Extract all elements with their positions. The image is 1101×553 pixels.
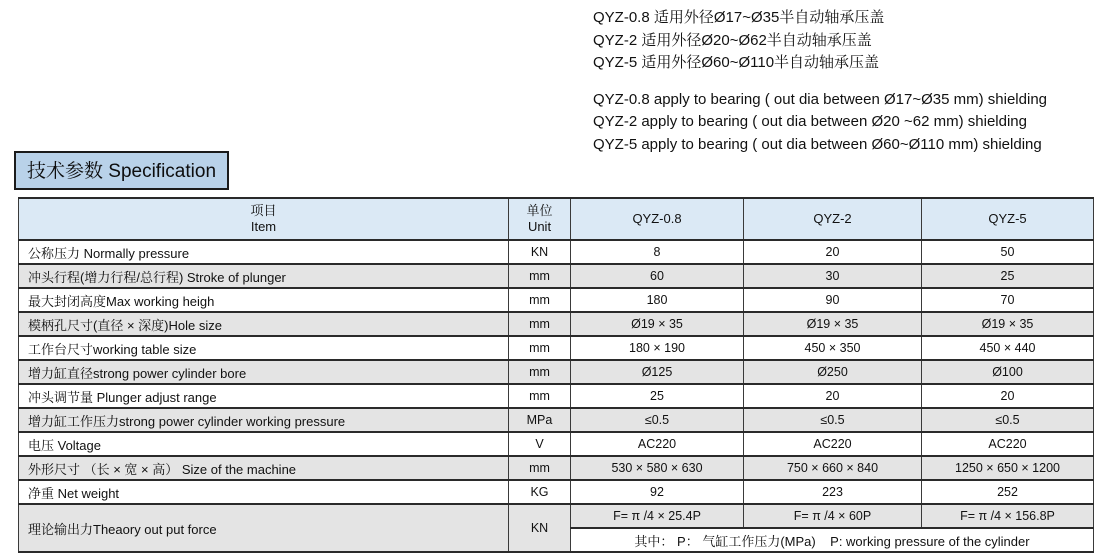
spec-item-cell: 增力缸直径strong power cylinder bore (19, 360, 509, 384)
table-row (19, 432, 1094, 456)
spec-value-cell: 92 (571, 480, 744, 504)
spec-item-cell: 增力缸工作压力strong power cylinder working pressure (19, 408, 509, 432)
spec-value-cell: F= π /4 × 25.4P (571, 504, 744, 528)
column-header-unit (509, 198, 571, 240)
column-header-unit-cn: 单位 (526, 203, 553, 218)
spec-item-cell: 理论输出力Theaory out put force (19, 504, 509, 552)
section-title: 技术参数 Specification (14, 151, 229, 190)
spec-value-cell: 223 (744, 480, 922, 504)
spec-item-cell: 公称压力 Normally pressure (19, 240, 509, 264)
table-row (19, 360, 1094, 384)
spec-value-cell: 252 (922, 480, 1094, 504)
spec-unit-cell: mm (509, 360, 571, 384)
table-row (19, 336, 1094, 360)
spec-value-cell: 450 × 440 (922, 336, 1094, 360)
spec-value-cell: F= π /4 × 156.8P (922, 504, 1094, 528)
spec-value-cell: 750 × 660 × 840 (744, 456, 922, 480)
product-intro (593, 7, 1047, 156)
spec-item-cell: 冲头调节量 Plunger adjust range (19, 384, 509, 408)
spec-item-cell: 冲头行程(增力行程/总行程) Stroke of plunger (19, 264, 509, 288)
spec-value-cell: 180 (571, 288, 744, 312)
spec-unit-cell: mm (509, 456, 571, 480)
spec-value-cell: 25 (922, 264, 1094, 288)
spec-value-cell: 50 (922, 240, 1094, 264)
intro-line-en: QYZ-0.8 apply to bearing ( out dia between Ø17~Ø35 mm) shielding (593, 90, 1047, 108)
spec-value-cell: Ø250 (744, 360, 922, 384)
spec-value-cell: AC220 (922, 432, 1094, 456)
spec-item-cell: 模柄孔尺寸(直径 × 深度)Hole size (19, 312, 509, 336)
table-row (19, 288, 1094, 312)
intro-line-en: QYZ-2 apply to bearing ( out dia between Ø20 ~62 mm) shielding (593, 113, 1027, 130)
spec-value-cell: F= π /4 × 60P (744, 504, 922, 528)
intro-line-en: QYZ-5 apply to bearing ( out dia between Ø60~Ø110 mm) shielding (593, 135, 1042, 153)
spec-value-cell: Ø19 × 35 (571, 312, 744, 336)
spec-item-cell: 工作台尺寸working table size (19, 336, 509, 360)
spec-value-cell: Ø19 × 35 (922, 312, 1094, 336)
spec-unit-cell: MPa (509, 408, 571, 432)
spec-unit-cell: V (509, 432, 571, 456)
spec-value-cell: ≤0.5 (744, 408, 922, 432)
spec-unit-cell: mm (509, 288, 571, 312)
spec-value-cell: ≤0.5 (922, 408, 1094, 432)
column-header-unit-en: Unit (527, 219, 552, 234)
spec-value-cell: Ø125 (571, 360, 744, 384)
intro-line-cn: QYZ-2 适用外径Ø20~Ø62半自动轴承压盖 (593, 31, 872, 49)
spec-value-cell: 1250 × 650 × 1200 (922, 456, 1094, 480)
table-row-theory-output-force (19, 504, 1094, 528)
spec-value-cell: ≤0.5 (571, 408, 744, 432)
spec-value-cell: 180 × 190 (571, 336, 744, 360)
spec-value-cell: Ø100 (922, 360, 1094, 384)
specification-table (18, 197, 1094, 553)
spec-value-cell: AC220 (744, 432, 922, 456)
spec-item-cell: 最大封闭高度Max working heigh (19, 288, 509, 312)
spec-item-cell: 电压 Voltage (19, 432, 509, 456)
column-header-model-qyz5: QYZ-5 (922, 198, 1094, 240)
spec-unit-cell: KN (509, 240, 571, 264)
column-header-item (19, 198, 509, 240)
column-header-model-qyz2: QYZ-2 (744, 198, 922, 240)
column-header-item-en: Item (250, 219, 277, 234)
spec-value-cell: 25 (571, 384, 744, 408)
table-header-row (19, 198, 1094, 240)
spec-value-cell: AC220 (571, 432, 744, 456)
spec-item-cell: 净重 Net weight (19, 480, 509, 504)
spec-unit-cell: mm (509, 384, 571, 408)
table-row (19, 240, 1094, 264)
table-row (19, 312, 1094, 336)
column-header-item-cn: 项目 (250, 203, 277, 218)
spec-value-cell: Ø19 × 35 (744, 312, 922, 336)
table-row (19, 408, 1094, 432)
force-note-cell: 其中： P： 气缸工作压力(MPa) P: working pressure of the cylinder (571, 528, 1094, 552)
intro-line-cn: QYZ-5 适用外径Ø60~Ø110半自动轴承压盖 (593, 54, 880, 71)
spec-value-cell: 8 (571, 240, 744, 264)
spec-unit-cell: mm (509, 264, 571, 288)
spec-value-cell: 60 (571, 264, 744, 288)
table-row (19, 456, 1094, 480)
spec-value-cell: 530 × 580 × 630 (571, 456, 744, 480)
spec-value-cell: 90 (744, 288, 922, 312)
table-row (19, 384, 1094, 408)
intro-line-cn: QYZ-0.8 适用外径Ø17~Ø35半自动轴承压盖 (593, 9, 885, 26)
table-row (19, 264, 1094, 288)
spec-unit-cell: KG (509, 480, 571, 504)
intro-gap (593, 75, 1047, 89)
spec-item-cell: 外形尺寸 （长 × 宽 × 高） Size of the machine (19, 456, 509, 480)
spec-value-cell: 30 (744, 264, 922, 288)
spec-value-cell: 450 × 350 (744, 336, 922, 360)
spec-value-cell: 20 (744, 384, 922, 408)
spec-value-cell: 20 (922, 384, 1094, 408)
column-header-model-qyz08: QYZ-0.8 (571, 198, 744, 240)
spec-unit-cell: mm (509, 336, 571, 360)
spec-value-cell: 20 (744, 240, 922, 264)
spec-unit-cell: KN (509, 504, 571, 552)
spec-value-cell: 70 (922, 288, 1094, 312)
table-row (19, 480, 1094, 504)
spec-unit-cell: mm (509, 312, 571, 336)
